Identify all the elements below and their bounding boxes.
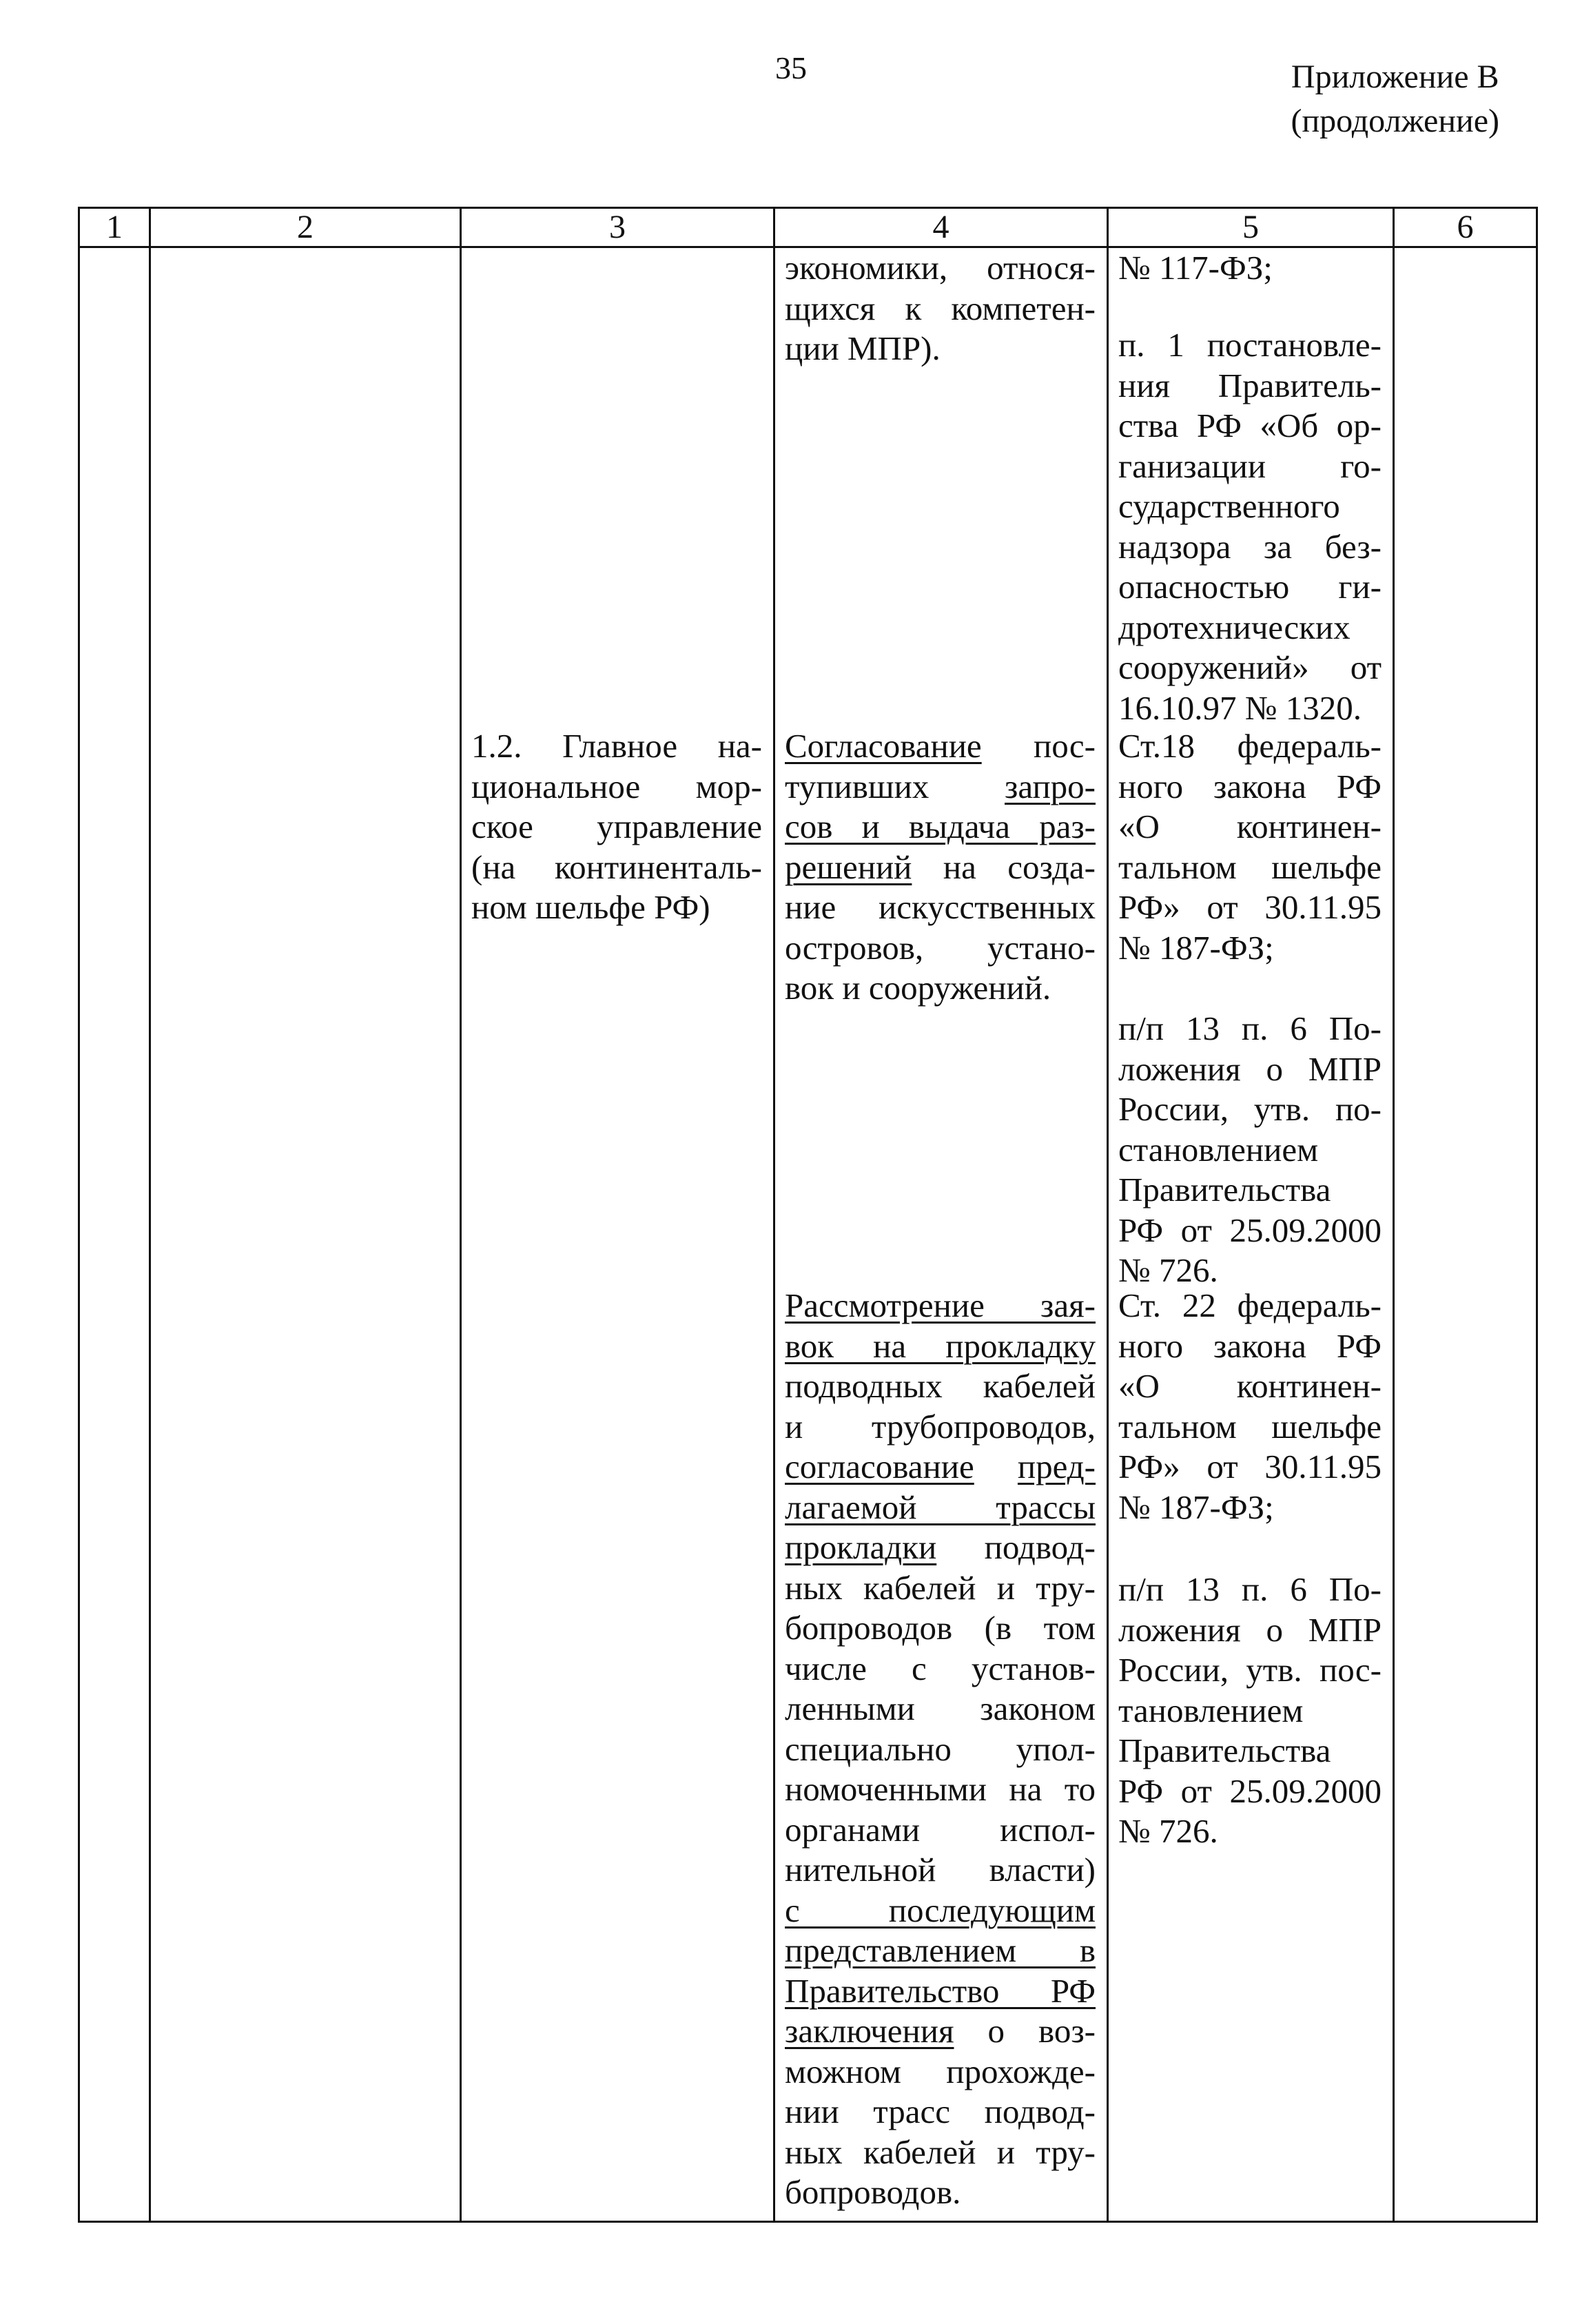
- legal-basis-article-22: [1118, 1286, 1382, 1528]
- text-line: [785, 1568, 1096, 1609]
- underlined-text: Согласование: [785, 727, 982, 765]
- cell-col1: [79, 247, 150, 2222]
- underlined-text: сов и выдача раз-: [785, 808, 1096, 845]
- text-line: [785, 1488, 1096, 1528]
- underlined-text: заключения: [785, 2012, 954, 2050]
- text-line: РФ от 25.09.2000: [1118, 1211, 1382, 1249]
- text-line: тановлением: [1118, 1691, 1304, 1729]
- text-line: ганизации го-: [1118, 446, 1382, 485]
- activity-approval-permits: [785, 726, 1096, 1009]
- text-line: [785, 1286, 1096, 1326]
- activity-continued: [785, 248, 1096, 369]
- text-line: России, утв. по-: [1118, 1090, 1382, 1128]
- text-line: [785, 1447, 1096, 1488]
- text-line: [785, 726, 1096, 767]
- text-line: ном шельфе РФ): [471, 888, 710, 926]
- text-line: [785, 1891, 1096, 1931]
- subject-organization: [471, 726, 762, 928]
- legal-basis-government-decree: [1118, 325, 1382, 728]
- text-line: п/п 13 п. 6 По-: [1118, 1570, 1382, 1608]
- text-line: [785, 847, 1096, 888]
- column-header: 3: [461, 208, 774, 247]
- text-line: ское управление: [471, 808, 762, 845]
- text-line: ного закона РФ: [1118, 1326, 1382, 1365]
- text-line: 16.10.97 № 1320.: [1118, 688, 1362, 727]
- text-line: № 187-ФЗ;: [1118, 928, 1274, 967]
- text-line: «О континен-: [1118, 808, 1382, 845]
- text-line: [785, 2011, 1096, 2052]
- text-line: [785, 1649, 1096, 1689]
- cell-col6: [1394, 247, 1537, 2222]
- table-row: [79, 247, 1537, 2222]
- text-segment: числе с установ-: [785, 1649, 1096, 1687]
- text-segment: [974, 1448, 1018, 1485]
- cell-col3: [461, 247, 774, 2222]
- text-line: [785, 1729, 1096, 1770]
- legal-basis-mpr-regulation-2: [1118, 1570, 1382, 1852]
- text-line: становлением: [1118, 1130, 1319, 1169]
- cell-col4: [774, 247, 1108, 2222]
- text-line: № 726.: [1118, 1812, 1218, 1850]
- legal-basis-mpr-regulation: [1118, 1009, 1382, 1291]
- underlined-text: согласование: [785, 1448, 974, 1485]
- text-line: дротехнических: [1118, 608, 1351, 646]
- text-line: тальном шельфе: [1118, 847, 1382, 886]
- text-line: РФ» от 30.11.95: [1118, 888, 1382, 926]
- cell-col2: [150, 247, 461, 2222]
- text-line: [785, 2132, 1096, 2173]
- text-line: п. 1 постановле-: [1118, 326, 1382, 364]
- text-line: тальном шельфе: [1118, 1407, 1382, 1446]
- appendix-title: Приложение В: [1291, 59, 1499, 95]
- text-segment: о воз-: [954, 2012, 1096, 2050]
- column-header: 2: [150, 208, 461, 247]
- text-line: опасностью ги-: [1118, 568, 1382, 606]
- text-segment: специально упол-: [785, 1729, 1096, 1768]
- text-segment: пос-: [981, 727, 1096, 765]
- text-segment: на созда-: [912, 847, 1096, 886]
- text-line: циональное мор-: [471, 767, 762, 805]
- text-segment: ленными законом: [785, 1689, 1096, 1727]
- text-line: [785, 2092, 1096, 2132]
- appendix-continuation: (продолжение): [1291, 103, 1499, 139]
- text-segment: подводных кабелей: [785, 1367, 1096, 1405]
- text-line: надзора за без-: [1118, 527, 1382, 566]
- text-line: № 726.: [1118, 1251, 1218, 1289]
- text-segment: тупивших: [785, 767, 1005, 805]
- underlined-text: представлением в: [785, 1931, 1096, 1969]
- text-line: [785, 968, 1096, 1009]
- text-line: [785, 1689, 1096, 1729]
- text-line: РФ» от 30.11.95: [1118, 1448, 1382, 1485]
- text-line: сударственного: [1118, 487, 1340, 525]
- text-line: [785, 2172, 1096, 2213]
- text-line: [785, 1407, 1096, 1448]
- text-line: [785, 1528, 1096, 1568]
- column-header: 1: [79, 208, 150, 247]
- underlined-text: запро-: [1005, 767, 1096, 805]
- underlined-text: Рассмотрение зая-: [785, 1286, 1096, 1324]
- text-line: [785, 1366, 1096, 1407]
- column-header: 5: [1108, 208, 1394, 247]
- text-line: 1.2. Главное на-: [471, 727, 762, 765]
- text-line: ложения о МПР: [1118, 1049, 1382, 1088]
- column-header: 6: [1394, 208, 1537, 247]
- text-line: [785, 1971, 1096, 2012]
- underlined-text: пред-: [1017, 1448, 1096, 1485]
- underlined-text: вок на прокладку: [785, 1326, 1096, 1365]
- activity-cable-pipeline-review: [785, 1286, 1096, 2213]
- cell-col5: [1108, 247, 1394, 2222]
- text-line: Ст. 22 федераль-: [1118, 1286, 1382, 1324]
- text-segment: ние искусственных: [785, 888, 1096, 926]
- text-line: «О континен-: [1118, 1367, 1382, 1405]
- column-header: 4: [774, 208, 1108, 247]
- text-line: [785, 807, 1096, 847]
- text-line: [785, 1931, 1096, 1971]
- text-line: № 117-ФЗ;: [1118, 249, 1273, 287]
- text-line: Ст.18 федераль-: [1118, 727, 1382, 765]
- text-line: [785, 928, 1096, 969]
- text-line: [785, 2052, 1096, 2092]
- text-line: [785, 1850, 1096, 1891]
- legal-basis-article-18: [1118, 726, 1382, 968]
- text-line: России, утв. пос-: [1118, 1651, 1382, 1689]
- text-segment: нии трасс подвод-: [785, 2092, 1096, 2130]
- appendix-label: [1291, 55, 1499, 143]
- text-line: (на континенталь-: [471, 847, 762, 886]
- text-line: [785, 1769, 1096, 1810]
- text-line: ния Правитель-: [1118, 366, 1382, 404]
- text-line: п/п 13 п. 6 По-: [1118, 1009, 1382, 1047]
- text-line: [785, 1326, 1096, 1367]
- underlined-text: прокладки: [785, 1528, 937, 1566]
- text-line: [785, 767, 1096, 808]
- text-line: экономики, относя-: [785, 249, 1096, 287]
- text-line: щихся к компетен-: [785, 289, 1096, 327]
- text-segment: островов, устано-: [785, 928, 1096, 967]
- text-segment: и трубопроводов,: [785, 1407, 1096, 1446]
- underlined-text: с последующим: [785, 1891, 1096, 1929]
- text-segment: вок и сооружений.: [785, 969, 1051, 1007]
- text-line: [785, 1810, 1096, 1851]
- text-line: ции МПР).: [785, 329, 941, 367]
- text-line: Правительства: [1118, 1171, 1331, 1209]
- text-line: РФ от 25.09.2000: [1118, 1771, 1382, 1810]
- text-segment: бопроводов (в том: [785, 1609, 1096, 1647]
- text-line: Правительства: [1118, 1731, 1331, 1769]
- text-line: ства РФ «Об ор-: [1118, 407, 1382, 444]
- page-number: 35: [775, 50, 807, 85]
- text-line: ложения о МПР: [1118, 1610, 1382, 1649]
- regulation-table: [78, 207, 1538, 2223]
- text-line: [785, 887, 1096, 928]
- text-segment: бопроводов.: [785, 2173, 961, 2211]
- text-segment: номоченными на то: [785, 1770, 1096, 1808]
- underlined-text: решений: [785, 847, 912, 886]
- legal-basis-continued: [1118, 248, 1382, 289]
- text-line: [785, 1608, 1096, 1649]
- underlined-text: Правительство РФ: [785, 1971, 1096, 2010]
- text-line: № 187-ФЗ;: [1118, 1488, 1274, 1526]
- column-header-row: [79, 208, 1537, 247]
- text-segment: ных кабелей и тру-: [785, 1568, 1096, 1607]
- text-segment: подвод-: [936, 1528, 1096, 1566]
- text-segment: ных кабелей и тру-: [785, 2132, 1096, 2171]
- text-segment: органами испол-: [785, 1810, 1096, 1849]
- text-line: ного закона РФ: [1118, 767, 1382, 805]
- text-line: сооружений» от: [1118, 648, 1382, 686]
- text-segment: можном прохожде-: [785, 2052, 1096, 2090]
- text-segment: нительной власти): [785, 1851, 1096, 1889]
- underlined-text: лагаемой трассы: [785, 1488, 1096, 1526]
